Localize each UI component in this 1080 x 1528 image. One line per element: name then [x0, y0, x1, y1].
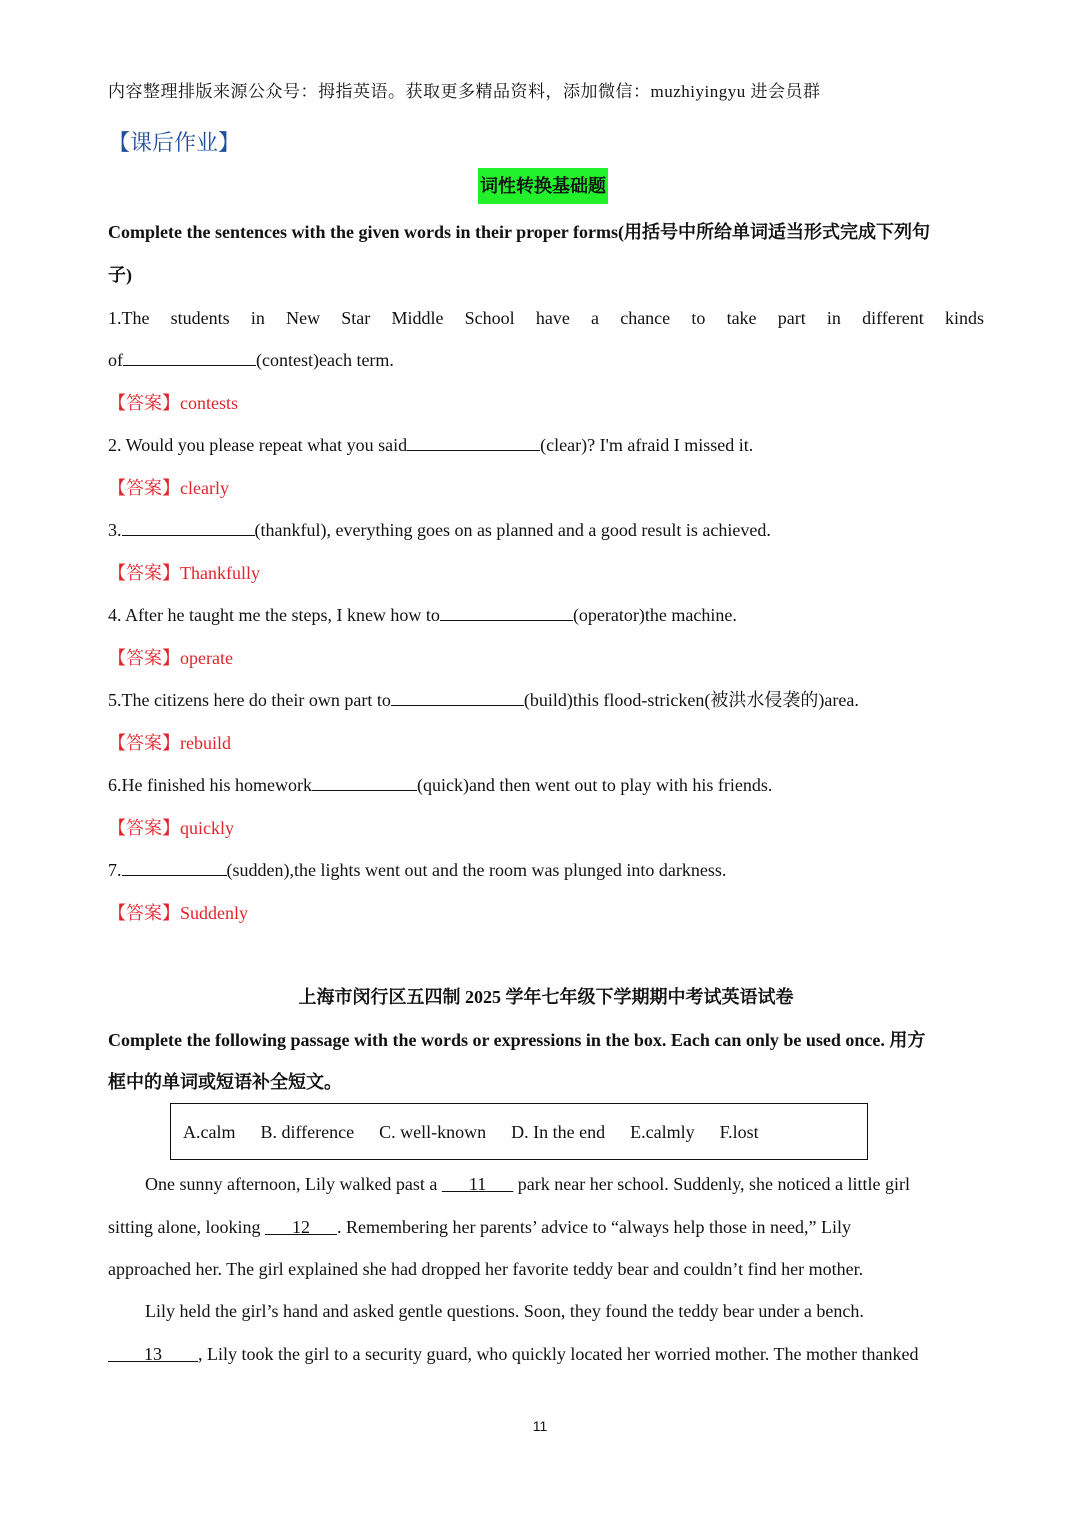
exam-title: 上海市闵行区五四制 2025 学年七年级下学期期中考试英语试卷 [298, 987, 794, 1007]
question-1-line2: of (contest)each term. [108, 350, 394, 370]
passage-line: approached her. The girl explained she had dropped her favorite teddy bear and couldn’t find her mother. [108, 1259, 864, 1279]
question-5: 5.The citizens here do their own part to (build)this flood-stricken(被洪水侵袭的)area. [108, 690, 859, 710]
passage-line: One sunny afternoon, Lily walked past a 11 park near her school. Suddenly, she noticed a little girl [145, 1174, 910, 1194]
option-c: C. well-known [379, 1122, 487, 1142]
option-b: B. difference [260, 1122, 355, 1142]
answer-blank[interactable] [122, 859, 227, 876]
word-box [170, 1103, 868, 1160]
question-1-line1: 1.The students in New Star Middle School have a chance to take part in different kinds [108, 308, 984, 328]
page-number: 11 [532, 1418, 548, 1434]
word-box-options [183, 1120, 784, 1144]
option-e: E.calmly [630, 1122, 695, 1142]
passage-line: Lily held the girl’s hand and asked gentle questions. Soon, they found the teddy bear under a bench. [145, 1301, 864, 1321]
question-2: 2. Would you please repeat what you said (clear)? I'm afraid I missed it. [108, 435, 754, 455]
option-d: D. In the end [511, 1122, 606, 1142]
answer-blank[interactable] [122, 519, 255, 536]
answer-5: 【答案】rebuild [108, 733, 231, 753]
part1-title: 词性转换基础题 [478, 168, 608, 204]
question-7: 7. (sudden),the lights went out and the room was plunged into darkness. [108, 860, 727, 880]
option-f: F.lost [719, 1122, 759, 1142]
answer-blank[interactable] [440, 604, 573, 621]
answer-blank[interactable] [312, 774, 417, 791]
answer-blank[interactable] [407, 434, 540, 451]
answer-1: 【答案】contests [108, 393, 238, 413]
answer-blank[interactable] [123, 349, 256, 366]
answer-4: 【答案】operate [108, 648, 233, 668]
answer-2: 【答案】clearly [108, 478, 229, 498]
header-note: 内容整理排版来源公众号：拇指英语。获取更多精品资料，添加微信：muzhiyingyu 进会员群 [108, 82, 821, 101]
part2-instruction-cont: 框中的单词或短语补全短文。 [108, 1072, 342, 1092]
passage-line: 13 , Lily took the girl to a security guard, who quickly located her worried mother. The mother thanked [108, 1342, 984, 1366]
question-3: 3. (thankful), everything goes on as planned and a good result is achieved. [108, 520, 771, 540]
option-a: A.calm [183, 1122, 236, 1142]
answer-blank[interactable] [391, 689, 524, 706]
blank-12[interactable]: 12 [292, 1217, 310, 1237]
part1-instruction-cont: 子) [108, 265, 132, 285]
answer-7: 【答案】Suddenly [108, 903, 249, 923]
answer-3: 【答案】Thankfully [108, 563, 260, 583]
blank-11[interactable]: 11 [468, 1174, 487, 1194]
blank-13[interactable]: 13 [144, 1344, 162, 1364]
part2-instruction: Complete the following passage with the words or expressions in the box. Each can only be used once. 用方 [108, 1030, 926, 1050]
part1-instruction: Complete the sentences with the given words in their proper forms(用括号中所给单词适当形式完成下列句 [108, 222, 930, 242]
question-4: 4. After he taught me the steps, I knew how to (operator)the machine. [108, 605, 737, 625]
question-6: 6.He finished his homework (quick)and then went out to play with his friends. [108, 775, 773, 795]
passage-line: sitting alone, looking 12 . Remembering her parents’ advice to “always help those in need,” Lily [108, 1217, 851, 1237]
answer-6: 【答案】quickly [108, 818, 234, 838]
section-title: 【课后作业】 [108, 131, 241, 156]
